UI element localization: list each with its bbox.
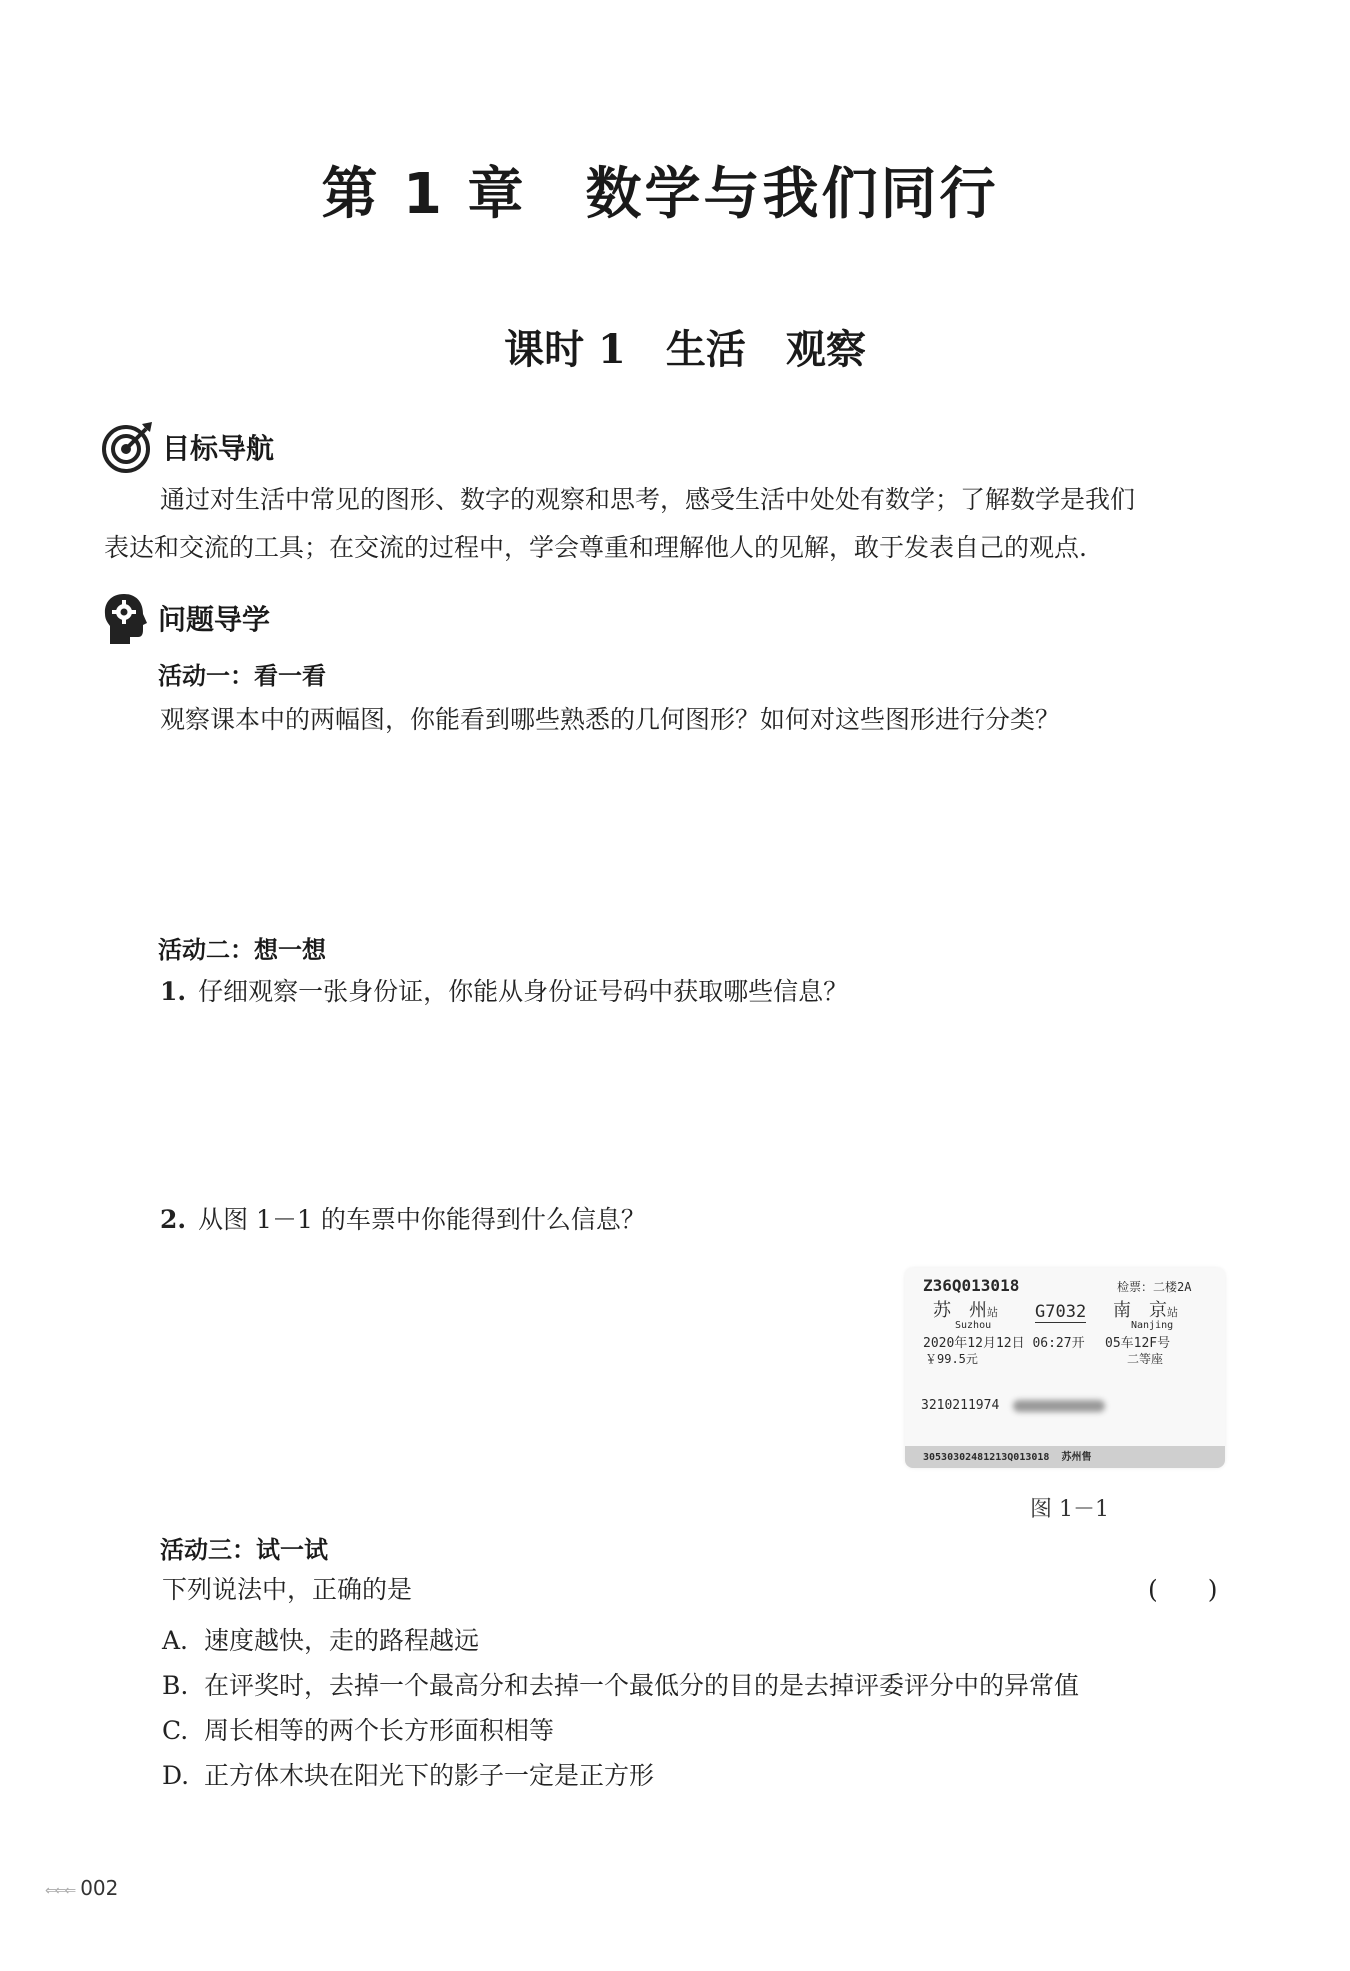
activity2-question-2 <box>160 1196 646 1244</box>
option-c <box>162 1711 554 1747</box>
ticket-train: G7032 <box>1035 1302 1087 1322</box>
ticket-from-suffix: 站 <box>987 1306 998 1319</box>
option-b <box>162 1666 1079 1702</box>
target-icon <box>100 420 154 474</box>
option-letter: B. <box>162 1671 189 1700</box>
goals-line-1: 通过对生活中常见的图形、数字的观察和思考，感受生活中处处有数学；了解数学是我们 <box>160 485 1136 514</box>
activity2-question-1 <box>160 968 848 1016</box>
chapter-title: 第 1 章 数学与我们同行 <box>321 162 999 227</box>
question-number: 2. <box>160 1205 187 1234</box>
goals-line-2: 表达和交流的工具；在交流的过程中，学会尊重和理解他人的见解，敢于发表自己的观点. <box>104 533 1087 562</box>
option-letter: D. <box>162 1761 190 1790</box>
head-gear-icon <box>102 592 148 646</box>
figure-caption: 图 1－1 <box>1030 1497 1109 1522</box>
ticket-serial <box>923 1448 1091 1463</box>
activity2-title: 活动二：想一想 <box>158 936 326 964</box>
ticket-id-number: 3210211974 <box>921 1398 1000 1413</box>
question-text: 仔细观察一张身份证，你能从身份证号码中获取哪些信息？ <box>198 977 849 1006</box>
ticket-from-pinyin: Suzhou <box>955 1320 992 1331</box>
answer-bracket: ( ) <box>1148 1575 1218 1604</box>
ticket-gate: 检票：二楼2A <box>1117 1280 1192 1294</box>
option-d <box>162 1756 654 1792</box>
ticket-office: 苏州售 <box>1061 1452 1092 1463</box>
option-letter: C. <box>162 1716 189 1745</box>
ticket-to-pinyin: Nanjing <box>1131 1320 1174 1331</box>
question-number: 1. <box>160 977 187 1006</box>
section-title-inquiry: 问题导学 <box>158 603 271 636</box>
activity3-question: 下列说法中，正确的是 <box>162 1575 413 1604</box>
page-number-footer <box>45 1876 118 1900</box>
ticket-from-station: 苏 州 <box>933 1300 987 1321</box>
lesson-title: 课时 1 生活 观察 <box>504 326 866 373</box>
option-text: 速度越快，走的路程越远 <box>204 1626 480 1655</box>
question-text: 从图 1－1 的车票中你能得到什么信息？ <box>198 1205 646 1234</box>
ticket-seat: 05车12F号 <box>1105 1336 1171 1351</box>
option-text: 周长相等的两个长方形面积相等 <box>204 1716 555 1745</box>
ticket-class: 二等座 <box>1127 1352 1164 1366</box>
page-arrows-icon: ⇐⇐⇐ <box>45 1883 75 1899</box>
page-number: 002 <box>80 1876 119 1900</box>
ticket-to-station: 南 京 <box>1113 1300 1167 1321</box>
ticket-from <box>933 1296 998 1322</box>
ticket-id-redacted <box>1013 1400 1105 1412</box>
train-ticket-image <box>905 1268 1225 1468</box>
option-text: 在评奖时，去掉一个最高分和去掉一个最低分的目的是去掉评委评分中的异常值 <box>204 1671 1080 1700</box>
ticket-datetime: 2020年12月12日 06:27开 <box>923 1336 1085 1351</box>
ticket-id: Z36Q013018 <box>923 1276 1020 1295</box>
activity1-text: 观察课本中的两幅图，你能看到哪些熟悉的几何图形？如何对这些图形进行分类？ <box>160 705 1061 734</box>
activity1-title: 活动一：看一看 <box>158 662 326 690</box>
option-a <box>162 1621 479 1657</box>
ticket-to-suffix: 站 <box>1167 1306 1178 1319</box>
activity3-title: 活动三：试一试 <box>160 1536 328 1564</box>
option-letter: A. <box>162 1626 189 1655</box>
ticket-price: ￥99.5元 <box>925 1352 978 1366</box>
option-text: 正方体木块在阳光下的影子一定是正方形 <box>204 1761 655 1790</box>
ticket-to <box>1113 1296 1178 1322</box>
ticket-serial-number: 30530302481213Q013018 <box>923 1452 1050 1463</box>
section-title-goals: 目标导航 <box>162 432 275 465</box>
